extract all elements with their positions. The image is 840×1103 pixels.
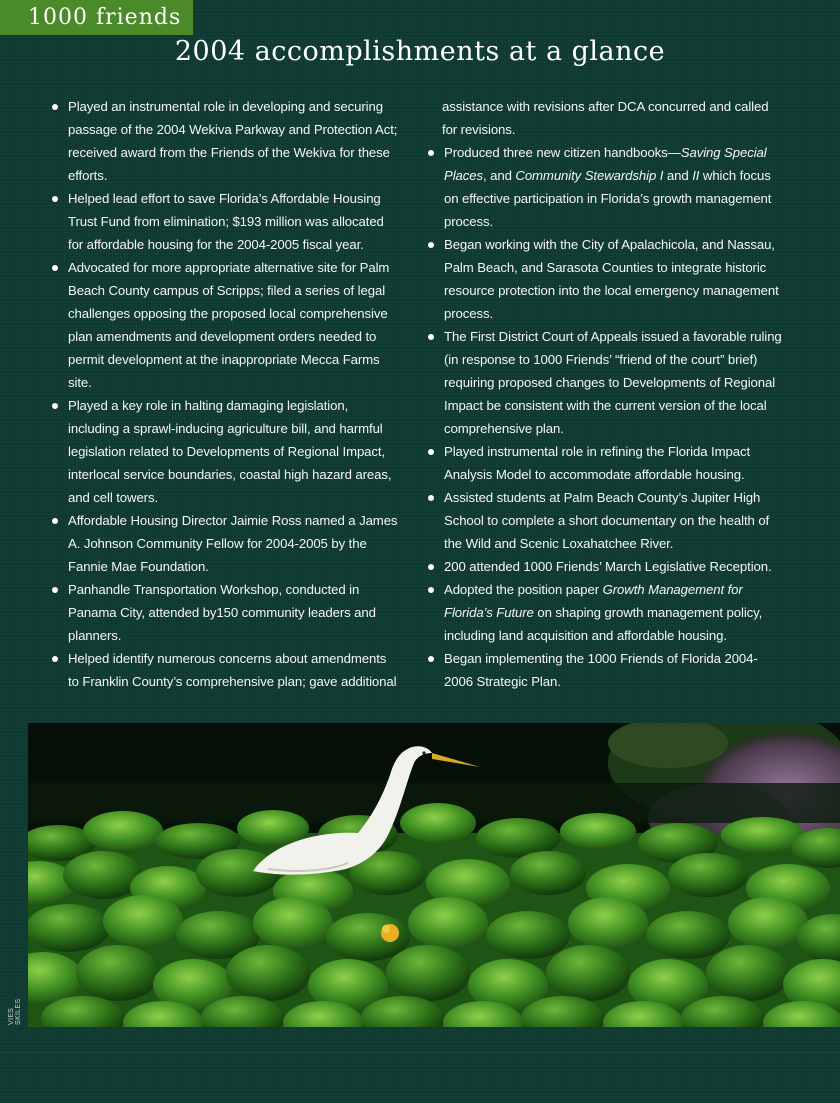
page-title: 2004 accomplishments at a glance — [174, 36, 666, 67]
handbook-title: Community Stewardship I — [515, 168, 664, 183]
handbook-title: Saving Special Places — [444, 145, 767, 183]
list-item-continuation: assistance with revisions after DCA concurred and called for revisions. — [442, 99, 769, 137]
footer-divider — [0, 1052, 840, 1053]
brand-tab — [0, 0, 193, 35]
list-item: Helped lead effort to save Florida’s Affordable Housing Trust Fund from elimination; $193 million was allocated for affordable housing for the 2004-2005 fiscal year. — [48, 187, 398, 256]
list-item: Played an instrumental role in developing and securing passage of the 2004 Wekiva Parkway and Protection Act; received award from the Friends of the Wekiva for these efforts. — [48, 95, 398, 187]
egret-photo — [28, 723, 840, 1027]
handbook-title: II — [692, 168, 700, 183]
list-item-handbooks: Produced three new citizen handbooks—Saving Special Places, and Community Stewardship I and II which focus on effective participation in Florida’s growth management process. — [424, 141, 786, 233]
list-item: Helped identify numerous concerns about amendments to Franklin County’s comprehensive plan; gave additional — [48, 647, 398, 693]
brand-name: 1000 friends — [28, 5, 182, 30]
list-item-position-paper: Adopted the position paper Growth Management for Florida’s Future on shaping growth management policy, including land acquisition and affordable housing. — [424, 578, 786, 647]
photo-credit: VIES SKILES — [8, 998, 22, 1025]
list-item: Advocated for more appropriate alternative site for Palm Beach County campus of Scripps; filed a series of legal challenges opposing the proposed local comprehensive plan amendments and development orders needed to permit development at the inappropriate Mecca Farms site. — [48, 256, 398, 394]
list-item: Played a key role in halting damaging legislation, including a sprawl-inducing agriculture bill, and harmful legislation related to Developments of Regional Impact, interlocal service boundaries, coastal high hazard areas, and cell towers. — [48, 394, 398, 509]
left-column — [48, 95, 398, 693]
accomplishment-list-left — [48, 95, 398, 693]
accomplishment-list-right — [424, 95, 786, 693]
right-column — [424, 95, 786, 693]
list-item: Began working with the City of Apalachicola, and Nassau, Palm Beach, and Sarasota Counties to integrate historic resource protection into the local emergency management process. — [424, 233, 786, 325]
list-item: Began implementing the 1000 Friends of Florida 2004-2006 Strategic Plan. — [424, 647, 786, 693]
list-item: Played instrumental role in refining the Florida Impact Analysis Model to accommodate affordable housing. — [424, 440, 786, 486]
list-item: Affordable Housing Director Jaimie Ross named a James A. Johnson Community Fellow for 2004-2005 by the Fannie Mae Foundation. — [48, 509, 398, 578]
list-item: The First District Court of Appeals issued a favorable ruling (in response to 1000 Friends’ “friend of the court” brief) requiring proposed changes to Developments of Regional Impact be consistent with the current version of the local comprehensive plan. — [424, 325, 786, 440]
list-item: Assisted students at Palm Beach County’s Jupiter High School to complete a short documentary on the health of the Wild and Scenic Loxahatchee River. — [424, 486, 786, 555]
position-paper-title: Growth Management for Florida’s Future — [444, 582, 743, 620]
list-item: Panhandle Transportation Workshop, conducted in Panama City, attended by150 community leaders and planners. — [48, 578, 398, 647]
list-item: 200 attended 1000 Friends’ March Legislative Reception. — [424, 555, 786, 578]
